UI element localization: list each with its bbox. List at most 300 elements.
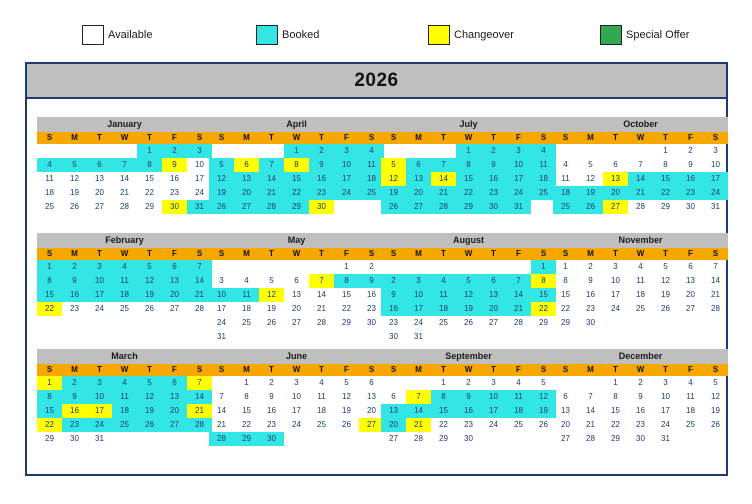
day-cell[interactable]: 11 <box>506 390 531 404</box>
day-cell[interactable]: 19 <box>267 304 276 313</box>
day-cell[interactable]: 14 <box>711 276 720 285</box>
day-cell[interactable]: 25 <box>120 304 129 313</box>
day-cell[interactable]: 27 <box>406 200 431 214</box>
day-cell[interactable]: 15 <box>653 172 678 186</box>
day-cell[interactable]: 13 <box>95 174 104 183</box>
day-cell[interactable]: 6 <box>294 276 299 285</box>
day-cell[interactable]: 5 <box>137 260 162 274</box>
day-cell[interactable]: 12 <box>209 172 234 186</box>
day-cell[interactable]: 7 <box>112 158 137 172</box>
day-cell[interactable]: 21 <box>431 186 456 200</box>
day-cell[interactable]: 3 <box>219 276 224 285</box>
day-cell[interactable]: 10 <box>195 160 204 169</box>
day-cell[interactable]: 13 <box>686 276 695 285</box>
day-cell[interactable]: 8 <box>663 160 668 169</box>
day-cell[interactable]: 22 <box>531 302 556 316</box>
day-cell[interactable]: 19 <box>578 186 603 200</box>
day-cell[interactable]: 4 <box>359 144 384 158</box>
day-cell[interactable]: 5 <box>137 376 162 390</box>
day-cell[interactable]: 3 <box>506 144 531 158</box>
day-cell[interactable]: 23 <box>636 420 645 429</box>
day-cell[interactable]: 2 <box>481 144 506 158</box>
day-cell[interactable]: 19 <box>209 186 234 200</box>
day-cell[interactable]: 24 <box>217 318 226 327</box>
day-cell[interactable]: 6 <box>162 260 187 274</box>
day-cell[interactable]: 13 <box>234 172 259 186</box>
day-cell[interactable]: 17 <box>611 290 620 299</box>
day-cell[interactable]: 27 <box>389 434 398 443</box>
day-cell[interactable]: 18 <box>317 406 326 415</box>
day-cell[interactable]: 9 <box>62 390 87 404</box>
day-cell[interactable]: 26 <box>209 200 234 214</box>
day-cell[interactable]: 27 <box>170 304 179 313</box>
day-cell[interactable]: 20 <box>234 186 259 200</box>
day-cell[interactable]: 7 <box>638 160 643 169</box>
day-cell[interactable]: 12 <box>586 174 595 183</box>
day-cell[interactable]: 10 <box>87 390 112 404</box>
day-cell[interactable]: 27 <box>686 304 695 313</box>
day-cell[interactable]: 28 <box>209 432 234 446</box>
day-cell[interactable]: 28 <box>120 202 129 211</box>
day-cell[interactable]: 3 <box>491 378 496 387</box>
day-cell[interactable]: 21 <box>120 188 129 197</box>
day-cell[interactable]: 31 <box>711 202 720 211</box>
day-cell[interactable]: 24 <box>334 186 359 200</box>
day-cell[interactable]: 12 <box>259 288 284 302</box>
day-cell[interactable]: 29 <box>342 318 351 327</box>
day-cell[interactable]: 23 <box>70 304 79 313</box>
day-cell[interactable]: 19 <box>70 188 79 197</box>
day-cell[interactable]: 24 <box>611 304 620 313</box>
day-cell[interactable]: 30 <box>367 318 376 327</box>
day-cell[interactable]: 25 <box>636 304 645 313</box>
day-cell[interactable]: 1 <box>137 144 162 158</box>
day-cell[interactable]: 23 <box>481 186 506 200</box>
day-cell[interactable]: 27 <box>489 318 498 327</box>
day-cell[interactable]: 12 <box>342 392 351 401</box>
day-cell[interactable]: 5 <box>713 378 718 387</box>
day-cell[interactable]: 4 <box>37 158 62 172</box>
day-cell[interactable]: 18 <box>242 304 251 313</box>
day-cell[interactable]: 14 <box>431 172 456 186</box>
day-cell[interactable]: 19 <box>661 290 670 299</box>
day-cell[interactable]: 1 <box>456 144 481 158</box>
day-cell[interactable]: 17 <box>661 406 670 415</box>
day-cell[interactable]: 25 <box>112 418 137 432</box>
day-cell[interactable]: 10 <box>209 288 234 302</box>
day-cell[interactable]: 9 <box>381 288 406 302</box>
day-cell[interactable]: 4 <box>112 376 137 390</box>
day-cell[interactable]: 16 <box>309 172 334 186</box>
day-cell[interactable]: 27 <box>603 200 628 214</box>
day-cell[interactable]: 6 <box>406 158 431 172</box>
day-cell[interactable]: 13 <box>381 404 406 418</box>
day-cell[interactable]: 1 <box>244 378 249 387</box>
day-cell[interactable]: 28 <box>711 304 720 313</box>
day-cell[interactable]: 8 <box>137 158 162 172</box>
day-cell[interactable]: 30 <box>70 434 79 443</box>
day-cell[interactable]: 24 <box>195 188 204 197</box>
day-cell[interactable]: 23 <box>389 318 398 327</box>
day-cell[interactable]: 22 <box>439 420 448 429</box>
day-cell[interactable]: 14 <box>120 174 129 183</box>
day-cell[interactable]: 10 <box>711 160 720 169</box>
day-cell[interactable]: 26 <box>578 200 603 214</box>
day-cell[interactable]: 19 <box>137 288 162 302</box>
day-cell[interactable]: 2 <box>62 376 87 390</box>
day-cell[interactable]: 17 <box>87 404 112 418</box>
day-cell[interactable]: 23 <box>309 186 334 200</box>
day-cell[interactable]: 27 <box>292 318 301 327</box>
day-cell[interactable]: 30 <box>259 432 284 446</box>
day-cell[interactable]: 26 <box>381 200 406 214</box>
day-cell[interactable]: 7 <box>506 274 531 288</box>
day-cell[interactable]: 26 <box>145 304 154 313</box>
day-cell[interactable]: 26 <box>661 304 670 313</box>
day-cell[interactable]: 17 <box>334 172 359 186</box>
day-cell[interactable]: 2 <box>62 260 87 274</box>
day-cell[interactable]: 15 <box>284 172 309 186</box>
day-cell[interactable]: 4 <box>319 378 324 387</box>
day-cell[interactable]: 17 <box>292 406 301 415</box>
day-cell[interactable]: 17 <box>217 304 226 313</box>
day-cell[interactable]: 5 <box>269 276 274 285</box>
day-cell[interactable]: 11 <box>531 158 556 172</box>
day-cell[interactable]: 6 <box>162 376 187 390</box>
day-cell[interactable]: 18 <box>506 404 531 418</box>
day-cell[interactable]: 3 <box>613 262 618 271</box>
day-cell[interactable]: 20 <box>162 404 187 418</box>
day-cell[interactable]: 14 <box>628 172 653 186</box>
day-cell[interactable]: 29 <box>661 202 670 211</box>
day-cell[interactable]: 8 <box>284 158 309 172</box>
day-cell[interactable]: 11 <box>686 392 695 401</box>
day-cell[interactable]: 2 <box>369 262 374 271</box>
day-cell[interactable]: 3 <box>87 260 112 274</box>
day-cell[interactable]: 30 <box>686 202 695 211</box>
day-cell[interactable]: 12 <box>137 274 162 288</box>
day-cell[interactable]: 10 <box>406 288 431 302</box>
day-cell[interactable]: 21 <box>586 420 595 429</box>
day-cell[interactable]: 14 <box>187 274 212 288</box>
day-cell[interactable]: 20 <box>367 406 376 415</box>
day-cell[interactable]: 7 <box>259 158 284 172</box>
day-cell[interactable]: 10 <box>661 392 670 401</box>
day-cell[interactable]: 26 <box>464 318 473 327</box>
day-cell[interactable]: 22 <box>37 302 62 316</box>
day-cell[interactable]: 9 <box>638 392 643 401</box>
day-cell[interactable]: 9 <box>62 274 87 288</box>
day-cell[interactable]: 2 <box>269 378 274 387</box>
day-cell[interactable]: 28 <box>586 434 595 443</box>
day-cell[interactable]: 9 <box>269 392 274 401</box>
day-cell[interactable]: 1 <box>344 262 349 271</box>
day-cell[interactable]: 28 <box>259 200 284 214</box>
day-cell[interactable]: 25 <box>514 420 523 429</box>
day-cell[interactable]: 26 <box>711 420 720 429</box>
day-cell[interactable]: 20 <box>95 188 104 197</box>
day-cell[interactable]: 1 <box>37 376 62 390</box>
day-cell[interactable]: 4 <box>112 260 137 274</box>
day-cell[interactable]: 1 <box>663 146 668 155</box>
day-cell[interactable]: 3 <box>663 378 668 387</box>
day-cell[interactable]: 3 <box>713 146 718 155</box>
day-cell[interactable]: 21 <box>406 418 431 432</box>
day-cell[interactable]: 29 <box>439 434 448 443</box>
day-cell[interactable]: 7 <box>431 158 456 172</box>
day-cell[interactable]: 30 <box>389 332 398 341</box>
day-cell[interactable]: 30 <box>464 434 473 443</box>
day-cell[interactable]: 7 <box>588 392 593 401</box>
day-cell[interactable]: 14 <box>217 406 226 415</box>
day-cell[interactable]: 24 <box>87 418 112 432</box>
day-cell[interactable]: 15 <box>145 174 154 183</box>
day-cell[interactable]: 26 <box>70 202 79 211</box>
day-cell[interactable]: 15 <box>456 172 481 186</box>
day-cell[interactable]: 18 <box>112 288 137 302</box>
day-cell[interactable]: 5 <box>588 160 593 169</box>
day-cell[interactable]: 10 <box>481 390 506 404</box>
day-cell[interactable]: 9 <box>309 158 334 172</box>
day-cell[interactable]: 20 <box>381 418 406 432</box>
day-cell[interactable]: 24 <box>661 420 670 429</box>
day-cell[interactable]: 10 <box>334 158 359 172</box>
day-cell[interactable]: 16 <box>678 172 703 186</box>
day-cell[interactable]: 29 <box>234 432 259 446</box>
day-cell[interactable]: 20 <box>292 304 301 313</box>
day-cell[interactable]: 22 <box>242 420 251 429</box>
day-cell[interactable]: 16 <box>456 404 481 418</box>
day-cell[interactable]: 4 <box>244 276 249 285</box>
day-cell[interactable]: 11 <box>112 390 137 404</box>
day-cell[interactable]: 16 <box>586 290 595 299</box>
day-cell[interactable]: 21 <box>506 302 531 316</box>
day-cell[interactable]: 28 <box>317 318 326 327</box>
day-cell[interactable]: 6 <box>563 392 568 401</box>
day-cell[interactable]: 15 <box>531 288 556 302</box>
day-cell[interactable]: 18 <box>431 302 456 316</box>
day-cell[interactable]: 5 <box>209 158 234 172</box>
day-cell[interactable]: 19 <box>456 302 481 316</box>
day-cell[interactable]: 25 <box>439 318 448 327</box>
day-cell[interactable]: 21 <box>217 420 226 429</box>
day-cell[interactable]: 31 <box>95 434 104 443</box>
day-cell[interactable]: 10 <box>506 158 531 172</box>
day-cell[interactable]: 14 <box>406 404 431 418</box>
day-cell[interactable]: 3 <box>406 274 431 288</box>
day-cell[interactable]: 29 <box>45 434 54 443</box>
day-cell[interactable]: 18 <box>359 172 384 186</box>
day-cell[interactable]: 15 <box>561 290 570 299</box>
day-cell[interactable]: 23 <box>464 420 473 429</box>
day-cell[interactable]: 13 <box>162 390 187 404</box>
day-cell[interactable]: 24 <box>414 318 423 327</box>
day-cell[interactable]: 7 <box>406 390 431 404</box>
day-cell[interactable]: 2 <box>162 144 187 158</box>
day-cell[interactable]: 20 <box>561 420 570 429</box>
day-cell[interactable]: 13 <box>162 274 187 288</box>
day-cell[interactable]: 22 <box>284 186 309 200</box>
day-cell[interactable]: 27 <box>234 200 259 214</box>
day-cell[interactable]: 3 <box>187 144 212 158</box>
day-cell[interactable]: 7 <box>713 262 718 271</box>
day-cell[interactable]: 29 <box>539 318 548 327</box>
day-cell[interactable]: 13 <box>561 406 570 415</box>
day-cell[interactable]: 7 <box>309 274 334 288</box>
day-cell[interactable]: 20 <box>162 288 187 302</box>
day-cell[interactable]: 2 <box>381 274 406 288</box>
day-cell[interactable]: 16 <box>62 288 87 302</box>
day-cell[interactable]: 16 <box>636 406 645 415</box>
day-cell[interactable]: 16 <box>62 404 87 418</box>
day-cell[interactable]: 20 <box>481 302 506 316</box>
day-cell[interactable]: 8 <box>37 274 62 288</box>
day-cell[interactable]: 1 <box>284 144 309 158</box>
day-cell[interactable]: 29 <box>284 200 309 214</box>
day-cell[interactable]: 9 <box>588 276 593 285</box>
day-cell[interactable]: 19 <box>342 406 351 415</box>
day-cell[interactable]: 6 <box>391 392 396 401</box>
day-cell[interactable]: 8 <box>563 276 568 285</box>
day-cell[interactable]: 8 <box>431 390 456 404</box>
day-cell[interactable]: 27 <box>359 418 384 432</box>
day-cell[interactable]: 30 <box>481 200 506 214</box>
day-cell[interactable]: 11 <box>317 392 326 401</box>
day-cell[interactable]: 18 <box>686 406 695 415</box>
day-cell[interactable]: 4 <box>431 274 456 288</box>
day-cell[interactable]: 1 <box>613 378 618 387</box>
day-cell[interactable]: 16 <box>267 406 276 415</box>
day-cell[interactable]: 23 <box>267 420 276 429</box>
day-cell[interactable]: 6 <box>613 160 618 169</box>
day-cell[interactable]: 17 <box>87 288 112 302</box>
day-cell[interactable]: 24 <box>292 420 301 429</box>
day-cell[interactable]: 1 <box>37 260 62 274</box>
day-cell[interactable]: 2 <box>638 378 643 387</box>
day-cell[interactable]: 31 <box>661 434 670 443</box>
day-cell[interactable]: 8 <box>37 390 62 404</box>
day-cell[interactable]: 27 <box>162 418 187 432</box>
day-cell[interactable]: 30 <box>636 434 645 443</box>
day-cell[interactable]: 5 <box>663 262 668 271</box>
day-cell[interactable]: 13 <box>481 288 506 302</box>
day-cell[interactable]: 2 <box>309 144 334 158</box>
day-cell[interactable]: 14 <box>187 390 212 404</box>
day-cell[interactable]: 25 <box>531 186 556 200</box>
day-cell[interactable]: 11 <box>636 276 645 285</box>
day-cell[interactable]: 1 <box>531 260 556 274</box>
day-cell[interactable]: 6 <box>481 274 506 288</box>
day-cell[interactable]: 28 <box>195 304 204 313</box>
day-cell[interactable]: 15 <box>611 406 620 415</box>
day-cell[interactable]: 23 <box>586 304 595 313</box>
day-cell[interactable]: 2 <box>466 378 471 387</box>
day-cell[interactable]: 1 <box>441 378 446 387</box>
day-cell[interactable]: 9 <box>481 158 506 172</box>
day-cell[interactable]: 3 <box>294 378 299 387</box>
day-cell[interactable]: 20 <box>686 290 695 299</box>
day-cell[interactable]: 25 <box>45 202 54 211</box>
day-cell[interactable]: 26 <box>137 418 162 432</box>
day-cell[interactable]: 28 <box>414 434 423 443</box>
day-cell[interactable]: 11 <box>359 158 384 172</box>
day-cell[interactable]: 10 <box>292 392 301 401</box>
day-cell[interactable]: 12 <box>711 392 720 401</box>
day-cell[interactable]: 12 <box>661 276 670 285</box>
day-cell[interactable]: 29 <box>561 318 570 327</box>
day-cell[interactable]: 25 <box>553 200 578 214</box>
day-cell[interactable]: 8 <box>244 392 249 401</box>
day-cell[interactable]: 9 <box>456 390 481 404</box>
day-cell[interactable]: 30 <box>162 200 187 214</box>
day-cell[interactable]: 17 <box>406 302 431 316</box>
day-cell[interactable]: 11 <box>45 174 54 183</box>
day-cell[interactable]: 28 <box>187 418 212 432</box>
day-cell[interactable]: 22 <box>653 186 678 200</box>
day-cell[interactable]: 7 <box>219 392 224 401</box>
day-cell[interactable]: 10 <box>87 274 112 288</box>
day-cell[interactable]: 11 <box>561 174 570 183</box>
day-cell[interactable]: 21 <box>259 186 284 200</box>
day-cell[interactable]: 26 <box>539 420 548 429</box>
day-cell[interactable]: 12 <box>70 174 79 183</box>
day-cell[interactable]: 12 <box>381 172 406 186</box>
day-cell[interactable]: 23 <box>170 188 179 197</box>
day-cell[interactable]: 13 <box>367 392 376 401</box>
day-cell[interactable]: 8 <box>456 158 481 172</box>
day-cell[interactable]: 9 <box>359 274 384 288</box>
day-cell[interactable]: 26 <box>342 420 351 429</box>
day-cell[interactable]: 4 <box>563 160 568 169</box>
day-cell[interactable]: 15 <box>242 406 251 415</box>
day-cell[interactable]: 13 <box>292 290 301 299</box>
day-cell[interactable]: 17 <box>195 174 204 183</box>
day-cell[interactable]: 9 <box>162 158 187 172</box>
day-cell[interactable]: 15 <box>37 404 62 418</box>
day-cell[interactable]: 3 <box>334 144 359 158</box>
day-cell[interactable]: 11 <box>112 274 137 288</box>
day-cell[interactable]: 30 <box>586 318 595 327</box>
day-cell[interactable]: 6 <box>688 262 693 271</box>
day-cell[interactable]: 5 <box>62 158 87 172</box>
day-cell[interactable]: 19 <box>381 186 406 200</box>
day-cell[interactable]: 27 <box>561 434 570 443</box>
day-cell[interactable]: 23 <box>62 418 87 432</box>
day-cell[interactable]: 4 <box>516 378 521 387</box>
day-cell[interactable]: 15 <box>37 288 62 302</box>
day-cell[interactable]: 16 <box>481 172 506 186</box>
day-cell[interactable]: 5 <box>541 378 546 387</box>
day-cell[interactable]: 22 <box>37 418 62 432</box>
day-cell[interactable]: 3 <box>87 376 112 390</box>
day-cell[interactable]: 30 <box>309 200 334 214</box>
day-cell[interactable]: 4 <box>638 262 643 271</box>
day-cell[interactable]: 5 <box>381 158 406 172</box>
day-cell[interactable]: 28 <box>636 202 645 211</box>
day-cell[interactable]: 25 <box>359 186 384 200</box>
day-cell[interactable]: 31 <box>506 200 531 214</box>
day-cell[interactable]: 8 <box>334 274 359 288</box>
day-cell[interactable]: 18 <box>45 188 54 197</box>
day-cell[interactable]: 6 <box>369 378 374 387</box>
day-cell[interactable]: 2 <box>588 262 593 271</box>
day-cell[interactable]: 18 <box>553 186 578 200</box>
day-cell[interactable]: 24 <box>703 186 728 200</box>
day-cell[interactable]: 8 <box>531 274 556 288</box>
day-cell[interactable]: 28 <box>431 200 456 214</box>
day-cell[interactable]: 19 <box>711 406 720 415</box>
day-cell[interactable]: 17 <box>481 404 506 418</box>
